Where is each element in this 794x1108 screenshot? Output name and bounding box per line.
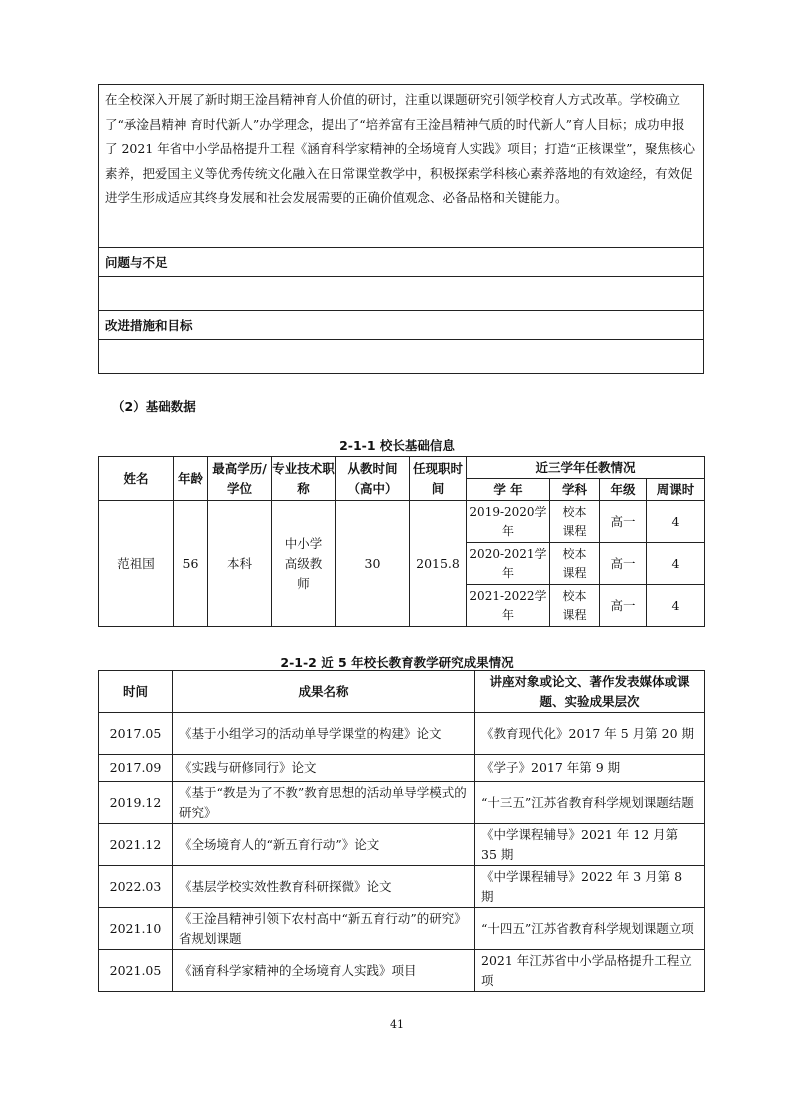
header-education: 最高学历/学位: [208, 457, 272, 501]
row-time: 2017.09: [99, 755, 173, 782]
cell-title: 中小学高级教师: [272, 501, 336, 627]
row-result-name: 《涵育科学家精神的全场境育人实践》项目: [173, 950, 475, 992]
research-results-table: [98, 670, 705, 992]
cell-year: 2019-2020学年: [467, 501, 550, 543]
row-result-name: 《实践与研修同行》论文: [173, 755, 475, 782]
row-result-name: 《基于“教是为了不教”教育思想的活动单导学模式的研究》: [173, 782, 475, 824]
header-recent: 近三学年任教情况: [467, 457, 705, 479]
table1-caption: 2-1-1 校长基础信息: [339, 438, 455, 453]
improve-content: [99, 340, 704, 374]
row-result-name: 《基层学校实效性教育科研探微》论文: [173, 866, 475, 908]
problems-label: 问题与不足: [99, 248, 704, 277]
header-appointment: 任现职时 间: [410, 457, 467, 501]
problems-content: [99, 277, 704, 311]
cell-subject: 校本课程: [550, 501, 600, 543]
row-time: 2021.05: [99, 950, 173, 992]
cell-grade: 高一: [600, 501, 647, 543]
row-venue: “十三五”江苏省教育科学规划课题结题: [475, 782, 705, 824]
row-time: 2017.05: [99, 713, 173, 755]
row-venue: 《中学课程辅导》2022 年 3 月第 8 期: [475, 866, 705, 908]
row-time: 2022.03: [99, 866, 173, 908]
principal-info-table: [98, 456, 705, 627]
cell-education: 本科: [208, 501, 272, 627]
cell-age: 56: [174, 501, 208, 627]
cell-name: 范祖国: [99, 501, 174, 627]
row-venue: 《学子》2017 年第 9 期: [475, 755, 705, 782]
row-venue: 《中学课程辅导》2021 年 12 月第 35 期: [475, 824, 705, 866]
header-time: 时间: [99, 671, 173, 713]
summary-table: [98, 84, 704, 374]
header-weekly: 周课时: [647, 479, 705, 501]
basic-data-heading: （2）基础数据: [112, 399, 196, 414]
cell-year: 2021-2022学年: [467, 585, 550, 627]
cell-subject: 校本课程: [550, 585, 600, 627]
row-time: 2021.10: [99, 908, 173, 950]
header-title: 专业技术职称: [272, 457, 336, 501]
row-result-name: 《全场境育人的“新五育行动”》论文: [173, 824, 475, 866]
row-time: 2021.12: [99, 824, 173, 866]
header-venue: 讲座对象或论文、著作发表媒体或课题、实验成果层次: [475, 671, 705, 713]
header-age: 年龄: [174, 457, 208, 501]
cell-weekly: 4: [647, 585, 705, 627]
cell-subject: 校本课程: [550, 543, 600, 585]
header-name: 姓名: [99, 457, 174, 501]
cell-grade: 高一: [600, 543, 647, 585]
row-venue: 《教育现代化》2017 年 5 月第 20 期: [475, 713, 705, 755]
cell-year: 2020-2021学年: [467, 543, 550, 585]
row-venue: 2021 年江苏省中小学品格提升工程立项: [475, 950, 705, 992]
row-result-name: 《王淦昌精神引领下农村高中“新五育行动”的研究》省规划课题: [173, 908, 475, 950]
header-subject: 学科: [550, 479, 600, 501]
row-time: 2019.12: [99, 782, 173, 824]
row-result-name: 《基于小组学习的活动单导学课堂的构建》论文: [173, 713, 475, 755]
intro-paragraph: 在全校深入开展了新时期王淦昌精神育人价值的研讨，注重以课题研究引领学校育人方式改革。学校确立了“承淦昌精神 育时代新人”办学理念，提出了“培养富有王淦昌精神气质的时代新人”育人目标；成功申报了 2021 年省中小学品格提升工程《涵育科学家精神的全场境育人实践》项目；打造“正核课堂”，聚焦核心素养，把爱国主义等优秀传统文化融入在日常课堂教学中，积极探索学科核心素养落地的有效途经，有效促进学生形成适应其终身发展和社会发展需要的正确价值观念、必备品格和关键能力。: [99, 85, 704, 248]
table2-caption: 2-1-2 近 5 年校长教育教学研究成果情况: [280, 655, 514, 670]
improve-label: 改进措施和目标: [99, 311, 704, 340]
page-number: 41: [390, 1018, 404, 1031]
row-venue: “十四五”江苏省教育科学规划课题立项: [475, 908, 705, 950]
header-teaching-years: 从教时间（高中）: [336, 457, 410, 501]
cell-weekly: 4: [647, 501, 705, 543]
cell-grade: 高一: [600, 585, 647, 627]
cell-appointment: 2015.8: [410, 501, 467, 627]
header-school-year: 学 年: [467, 479, 550, 501]
header-grade: 年级: [600, 479, 647, 501]
header-result-name: 成果名称: [173, 671, 475, 713]
cell-teaching-years: 30: [336, 501, 410, 627]
cell-weekly: 4: [647, 543, 705, 585]
